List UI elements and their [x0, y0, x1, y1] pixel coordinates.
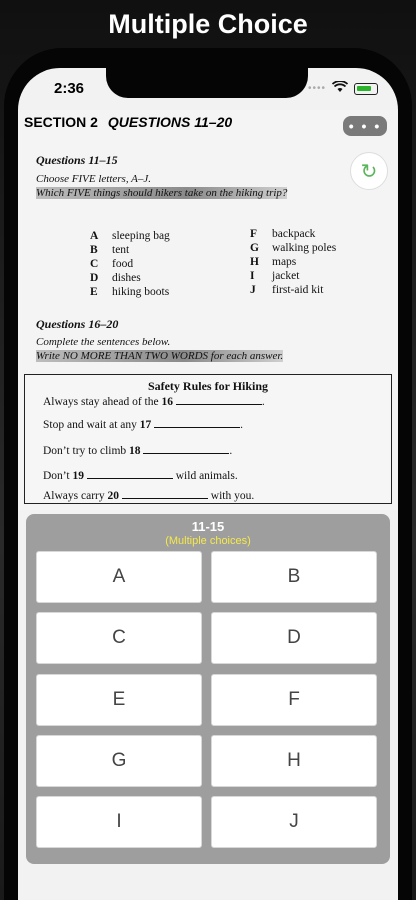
choice-g-button[interactable]: G — [36, 735, 202, 787]
choice-h-button[interactable]: H — [211, 735, 377, 787]
answer-blank-18 — [143, 444, 229, 454]
part2-instruction-1: Complete the sentences below. — [36, 336, 171, 348]
safety-rules-box — [24, 374, 392, 504]
rule-17: Stop and wait at any 17 . — [43, 419, 244, 431]
answer-blank-17 — [154, 418, 240, 428]
answer-range-label: 11-15 — [191, 519, 225, 534]
rule-20: Always carry 20 with you. — [43, 490, 255, 502]
wifi-icon — [332, 81, 348, 96]
more-options-button[interactable]: • • • — [343, 116, 387, 136]
option-i: I jacket — [250, 270, 300, 282]
safety-rules-title: Safety Rules for Hiking — [147, 379, 269, 393]
choice-j-button[interactable]: J — [211, 796, 377, 848]
choice-c-button[interactable]: C — [36, 612, 202, 664]
app-banner-title: Multiple Choice — [108, 8, 308, 39]
choice-a-button[interactable]: A — [36, 551, 202, 603]
option-b: B tent — [90, 244, 130, 256]
answer-blank-20 — [122, 489, 208, 499]
option-a: A sleeping bag — [90, 230, 170, 242]
part2-title: Questions 16–20 — [36, 317, 119, 331]
choice-d-button[interactable]: D — [211, 612, 377, 664]
choice-b-button[interactable]: B — [211, 551, 377, 603]
option-e: E hiking boots — [90, 286, 170, 298]
answer-blank-19 — [87, 469, 173, 479]
option-j: J first-aid kit — [250, 284, 324, 296]
section-heading — [24, 114, 232, 130]
answer-blank-16 — [176, 395, 262, 405]
refresh-icon[interactable]: ↻ — [350, 152, 388, 190]
status-time: 2:36 — [54, 80, 85, 97]
part2-instructions — [36, 335, 283, 363]
part2-instruction-2: Write NO MORE THAN TWO WORDS for each answer. — [36, 350, 284, 362]
signal-dots-icon: •••• — [307, 83, 326, 94]
part1-instruction-2: Which FIVE things should hikers take on the hiking trip? — [36, 187, 288, 199]
option-h: H maps — [250, 256, 297, 268]
status-icons — [308, 81, 378, 96]
rule-18: Don’t try to climb 18 . — [43, 445, 233, 457]
battery-icon — [354, 83, 378, 95]
choice-f-button[interactable]: F — [211, 674, 377, 726]
notch — [106, 68, 308, 98]
part1-title: Questions 11–15 — [36, 153, 118, 167]
choice-e-button[interactable]: E — [36, 674, 202, 726]
part1-instruction-1: Choose FIVE letters, A–J. — [36, 173, 151, 185]
option-f: F backpack — [250, 228, 316, 240]
choice-i-button[interactable]: I — [36, 796, 202, 848]
answer-panel — [26, 514, 390, 864]
rule-16: Always stay ahead of the 16 . — [43, 396, 265, 408]
section-label: SECTION 2 — [24, 114, 98, 130]
phone-screen — [18, 68, 398, 900]
option-c: C food — [90, 258, 134, 270]
answer-type-label: (Multiple choices) — [165, 535, 251, 547]
part1-instructions — [36, 172, 287, 200]
rule-19: Don’t 19 wild animals. — [43, 470, 238, 482]
option-d: D dishes — [90, 272, 141, 284]
option-g: G walking poles — [250, 242, 337, 254]
questions-range-label: QUESTIONS 11–20 — [107, 114, 233, 130]
